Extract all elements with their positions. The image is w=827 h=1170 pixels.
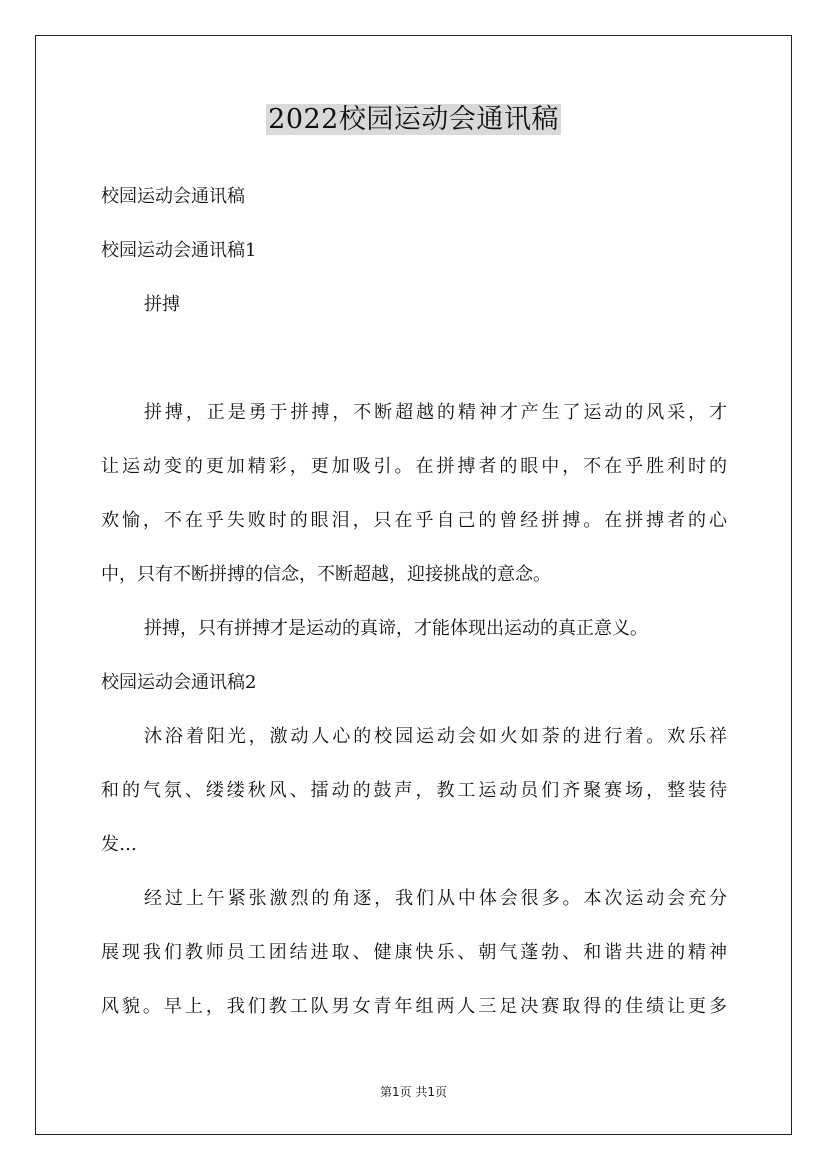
paragraph-heading: 拼搏 bbox=[144, 294, 180, 315]
document-body bbox=[101, 170, 727, 1034]
document-title-text: 2022校园运动会通讯稿 bbox=[268, 104, 559, 135]
blank-line bbox=[101, 332, 727, 386]
paragraph-line: 让运动变的更加精彩，更加吸引。在拼搏者的眼中，不在乎胜利时的 bbox=[101, 456, 727, 477]
section-heading-1: 校园运动会通讯稿1 bbox=[101, 240, 257, 261]
document-subtitle: 校园运动会通讯稿 bbox=[101, 186, 245, 207]
paragraph-line: 拼搏，正是勇于拼搏，不断超越的精神才产生了运动的风采，才 bbox=[144, 402, 727, 423]
paragraph-line: 展现我们教师员工团结进取、健康快乐、朝气蓬勃、和谐共进的精神 bbox=[101, 942, 727, 963]
paragraph-line: 经过上午紧张激烈的角逐，我们从中体会很多。本次运动会充分 bbox=[144, 888, 727, 909]
document-title bbox=[0, 100, 827, 140]
section-heading-2: 校园运动会通讯稿2 bbox=[101, 672, 257, 693]
paragraph-line: 发… bbox=[101, 834, 137, 855]
paragraph-line: 风貌。早上，我们教工队男女青年组两人三足决赛取得的佳绩让更多 bbox=[101, 996, 727, 1017]
paragraph-line: 中，只有不断拼搏的信念，不断超越，迎接挑战的意念。 bbox=[101, 564, 551, 585]
paragraph-line: 沐浴着阳光，激动人心的校园运动会如火如荼的进行着。欢乐祥 bbox=[144, 726, 727, 747]
paragraph-line: 和的气氛、缕缕秋风、擂动的鼓声，教工运动员们齐聚赛场，整装待 bbox=[101, 780, 727, 801]
page-footer: 第1页 共1页 bbox=[379, 1085, 448, 1099]
paragraph-line: 拼搏，只有拼搏才是运动的真谛，才能体现出运动的真正意义。 bbox=[144, 618, 648, 639]
paragraph-line: 欢愉，不在乎失败时的眼泪，只在乎自己的曾经拼搏。在拼搏者的心 bbox=[101, 510, 727, 531]
